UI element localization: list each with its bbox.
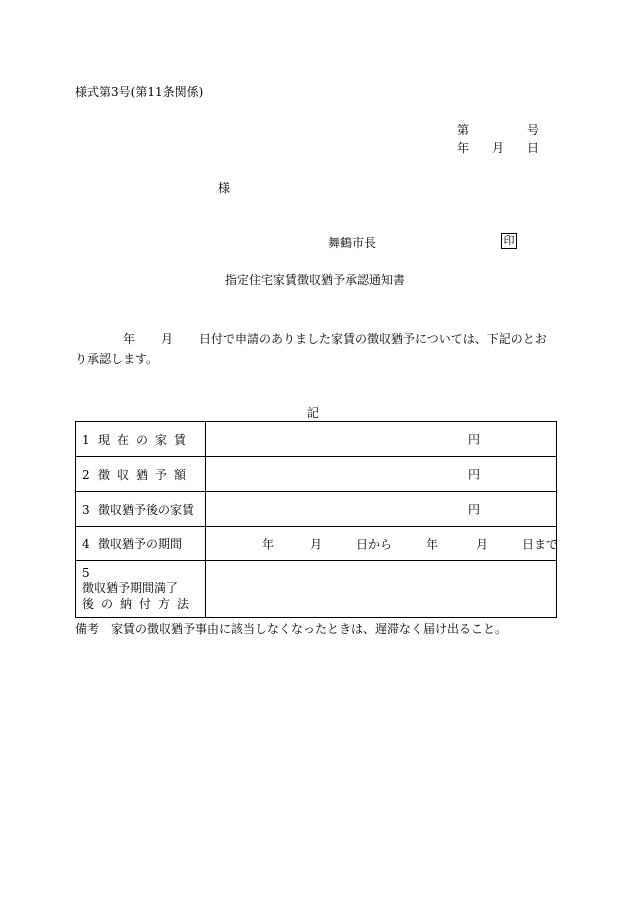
body-text: 日付で申請のありました家賃の徴収猶予については、下記のとおり承認します。 — [75, 332, 547, 366]
document-title: 指定住宅家賃徴収猶予承認通知書 — [225, 273, 406, 287]
body-paragraph — [75, 329, 555, 369]
period-end-month: 月 — [476, 537, 489, 551]
period-cell — [206, 527, 557, 561]
row-label-line: 後の納付方法 — [82, 597, 197, 612]
row-number: 2 — [82, 467, 90, 482]
row-value — [206, 492, 557, 527]
document-number-prefix: 第 — [457, 123, 470, 137]
row-label-line: 徴収猶予期間満了 — [82, 581, 179, 596]
seal-mark: 印 — [501, 233, 517, 249]
issuer-name: 舞鶴市長 — [328, 236, 377, 250]
table-row — [76, 457, 557, 492]
document-number-suffix: 号 — [527, 123, 540, 137]
row-number: 4 — [82, 537, 90, 551]
date-month-label: 月 — [492, 141, 505, 155]
date-day-label: 日 — [527, 141, 540, 155]
yen-unit: 円 — [468, 467, 481, 482]
row-value — [206, 422, 557, 457]
form-number-label: 様式第3号(第11条関係) — [75, 85, 204, 99]
date-year-label: 年 — [457, 141, 470, 155]
row-number: 3 — [82, 502, 90, 517]
period-end-day: 日まで — [522, 537, 559, 551]
ki-heading: 記 — [307, 406, 320, 420]
row-number: 1 — [82, 432, 90, 447]
details-table — [75, 421, 557, 618]
row-label — [76, 457, 206, 492]
table-row — [76, 561, 557, 618]
remarks-note: 備考 家賃の徴収猶予事由に該当しなくなったときは、遅滞なく届け出ること。 — [75, 622, 508, 636]
row-label — [76, 492, 206, 527]
row-label-text: 徴収猶予後の家賃 — [98, 502, 195, 517]
table-row — [76, 527, 557, 561]
row-label-text: 徴収猶予の期間 — [98, 537, 183, 551]
row-label — [76, 527, 206, 561]
yen-unit: 円 — [468, 502, 481, 517]
period-end-year: 年 — [426, 537, 439, 551]
body-year: 年 — [123, 332, 136, 346]
addressee-honorific: 様 — [218, 181, 231, 195]
yen-unit: 円 — [468, 432, 481, 447]
row-value — [206, 457, 557, 492]
row-label — [76, 422, 206, 457]
period-start-year: 年 — [262, 537, 275, 551]
row-label-text — [82, 580, 196, 612]
row-number: 5 — [82, 566, 90, 581]
body-month: 月 — [161, 332, 174, 346]
table-row — [76, 492, 557, 527]
table-row — [76, 422, 557, 457]
row-label-text: 徴収猶予額 — [98, 467, 194, 482]
row-label-text: 現在の家賃 — [98, 432, 194, 447]
period-start-day: 日から — [356, 537, 393, 551]
period-start-month: 月 — [310, 537, 323, 551]
row-label — [76, 561, 206, 618]
row-value — [206, 561, 557, 618]
